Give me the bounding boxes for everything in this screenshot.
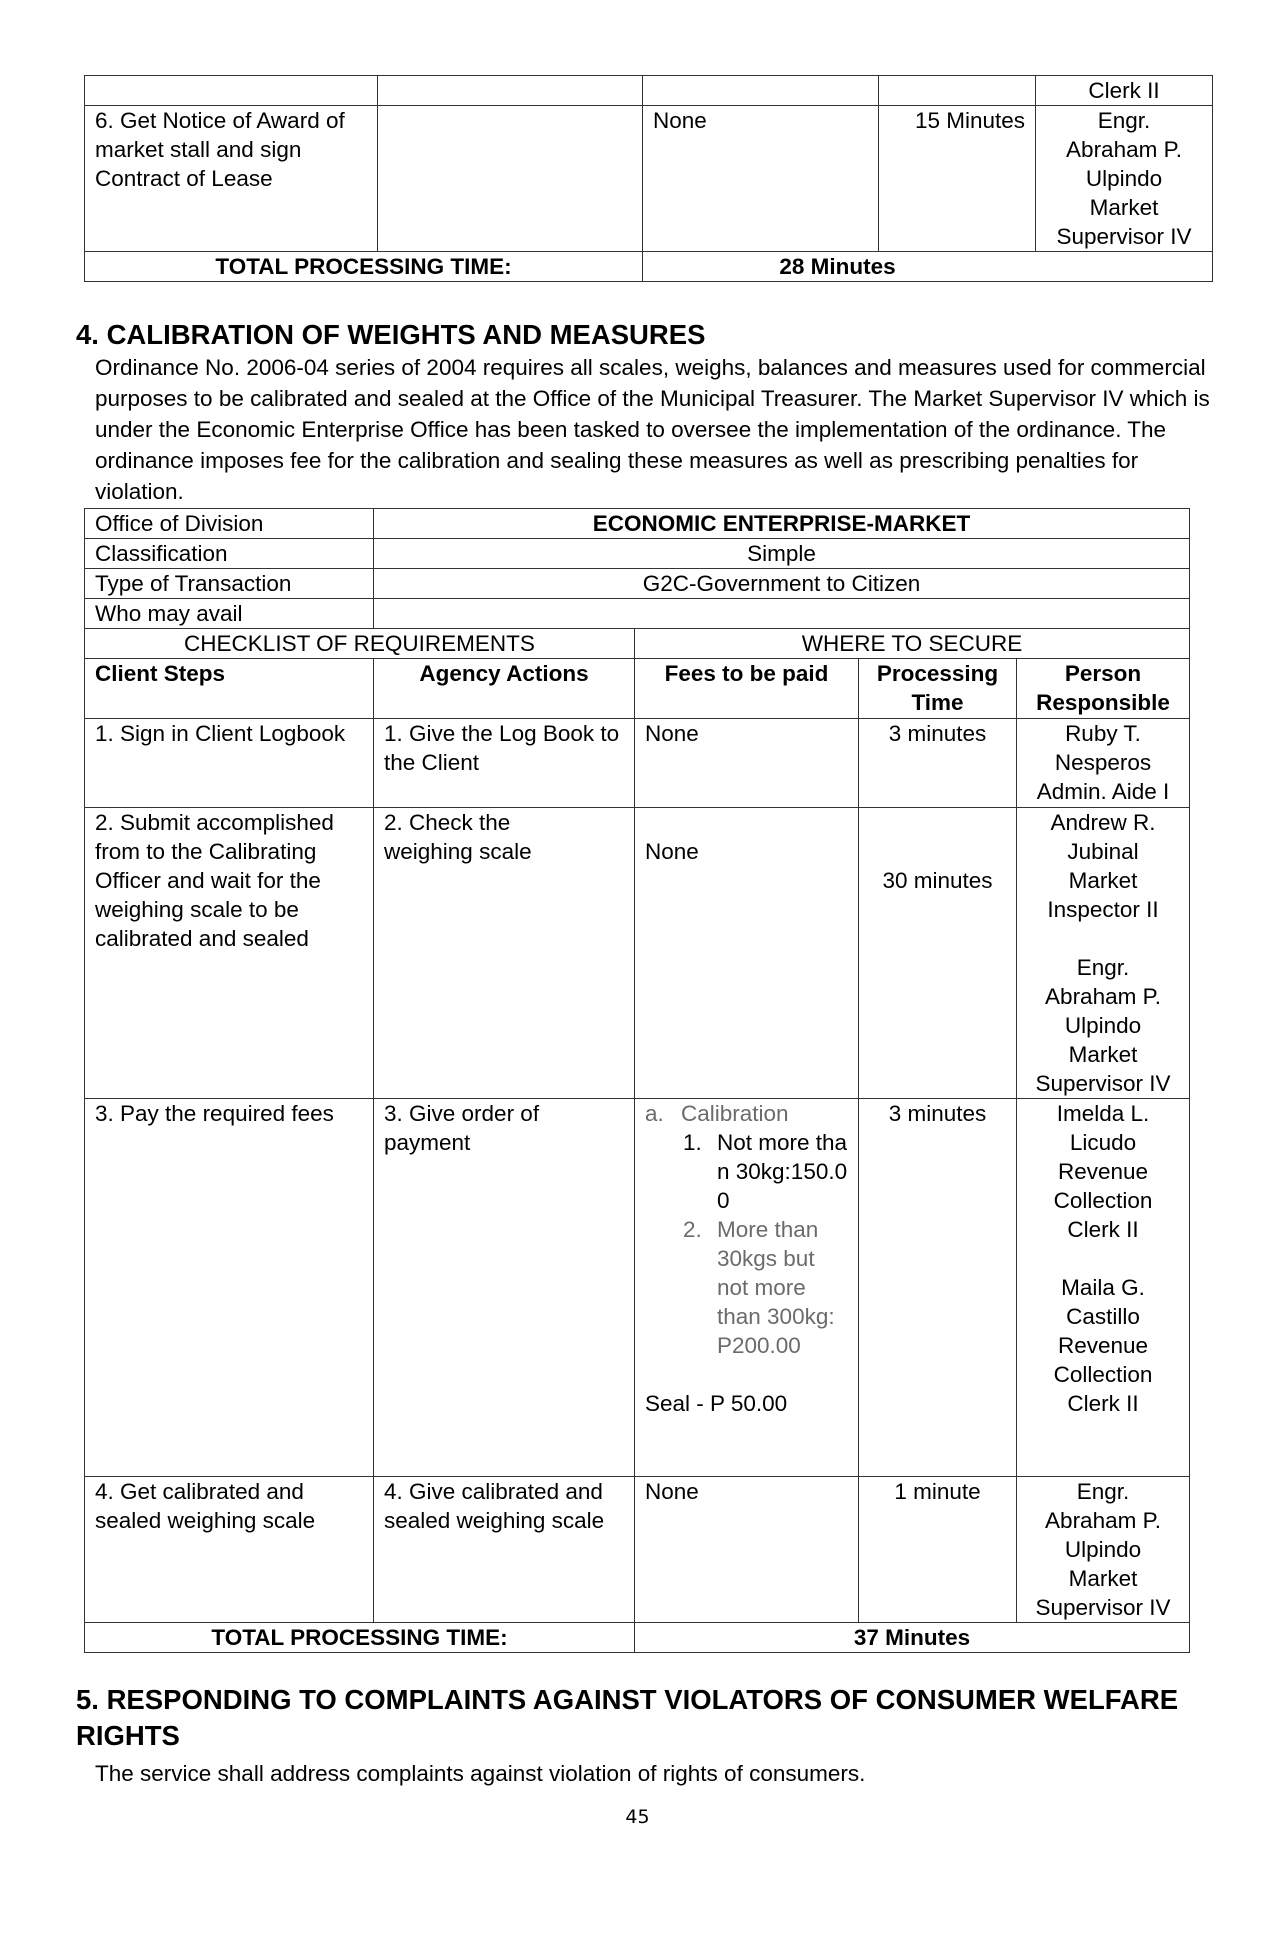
person-cell [1017,719,1190,808]
person-line: Clerk II [1067,1391,1139,1416]
fees-cell [635,1099,859,1477]
total-label: TOTAL PROCESSING TIME: [85,1623,635,1653]
fee-subitem [645,1128,848,1215]
agency-action-cell [378,76,643,106]
person-cell [1036,106,1213,252]
person-line: Ulpindo [1085,166,1163,191]
person-line: Engr. [1076,955,1130,980]
fee-text: Not more than 30kg:150.00 [717,1130,848,1213]
info-label: Who may avail [85,599,374,629]
section-5-paragraph: The service shall address complaints against violation of rights of consumers. [95,1761,866,1786]
person-line: Revenue [1057,1159,1149,1184]
list-marker: 1. [683,1130,702,1155]
person-line: Supervisor IV [1056,224,1192,249]
time-cell: 3 minutes [859,1099,1017,1477]
person-line: Revenue [1057,1333,1149,1358]
section-5-heading: 5. RESPONDING TO COMPLAINTS AGAINST VIOLATORS OF CONSUMER WELFARE RIGHTS [76,1684,1179,1751]
person-line: Andrew R. [1050,810,1156,835]
calibration-service-table [84,508,1190,1653]
person-line: Engr. [1076,1479,1130,1504]
checklist-label: CHECKLIST OF REQUIREMENTS [85,629,635,659]
info-value [374,599,1190,629]
info-label: Type of Transaction [85,569,374,599]
seal-fee: Seal - P 50.00 [645,1391,788,1416]
requirements-row [85,629,1190,659]
total-row [85,1623,1190,1653]
total-label: TOTAL PROCESSING TIME: [85,252,643,282]
info-label: Office of Division [85,509,374,539]
header-fees: Fees to be paid [635,659,859,719]
list-marker: a. [645,1101,664,1126]
person-line: Market [1068,1566,1138,1591]
table-row [85,1477,1190,1623]
agency-action-text: 2. Check the weighing scale [384,810,532,864]
person-line: Collection [1053,1188,1153,1213]
person-line: Abraham P. [1045,1508,1161,1533]
page-number: 45 [625,1806,650,1828]
client-step-cell: 1. Sign in Client Logbook [85,719,374,808]
person-line: Ulpindo [1064,1537,1142,1562]
time-cell: 30 minutes [859,808,1017,1099]
fees-cell: None [643,106,879,252]
fees-cell: None [635,808,859,1099]
fees-cell: None [635,1477,859,1623]
table-row [85,808,1190,1099]
fee-item-calibration [645,1099,848,1128]
agency-action-cell [374,808,635,1099]
person-line: Supervisor IV [1035,1071,1171,1096]
person-line: Castillo [1066,1304,1140,1329]
person-line: Collection [1053,1362,1153,1387]
header-person-responsible: Person Responsible [1017,659,1190,719]
info-value: G2C-Government to Citizen [374,569,1190,599]
total-value: 37 Minutes [635,1623,1190,1653]
total-value: 28 Minutes [643,252,1213,282]
fees-cell [643,76,879,106]
header-client-steps: Client Steps [85,659,374,719]
time-cell: 15 Minutes [879,106,1036,252]
person-line: Ulpindo [1064,1013,1142,1038]
client-step-cell: 2. Submit accomplished from to the Calibrating Officer and wait for the weighing scale to be calibrated and sealed [85,808,374,1099]
info-value: ECONOMIC ENTERPRISE-MARKET [374,509,1190,539]
person-line: Maila G. [1061,1275,1145,1300]
fee-text: More than 30kgs but not more than 300kg: P200.00 [717,1217,835,1358]
section-4-paragraph: Ordinance No. 2006-04 series of 2004 requires all scales, weighs, balances and measures used for commercial purposes to be calibrated and sealed at the Office of the Municipal Treasurer. The Market Supervisor IV which is under the Economic Enterprise Office has been tasked to oversee the implementation of the ordinance. The ordinance imposes fee for the calibration and sealing these measures as well as prescribing penalties for violation. [95,355,1210,504]
info-value: Simple [374,539,1190,569]
info-row [85,599,1190,629]
person-line: Abraham P. [1045,984,1161,1009]
person-line: Nesperos [1054,750,1152,775]
agency-action-cell: 3. Give order of payment [374,1099,635,1477]
section-4-heading: 4. CALIBRATION OF WEIGHTS AND MEASURES [76,319,706,350]
table-row [85,106,1213,252]
where-to-secure-label: WHERE TO SECURE [635,629,1190,659]
person-line: Abraham P. [1066,137,1182,162]
time-cell: 1 minute [859,1477,1017,1623]
agency-action-cell: 4. Give calibrated and sealed weighing scale [374,1477,635,1623]
time-cell: 3 minutes [859,719,1017,808]
agency-action-cell [378,106,643,252]
info-label: Classification [85,539,374,569]
client-step-cell: 6. Get Notice of Award of market stall and sign Contract of Lease [85,106,378,252]
list-marker: 2. [683,1217,702,1242]
total-row [85,252,1213,282]
fee-subitem [645,1215,848,1360]
fees-cell: None [635,719,859,808]
person-cell [1017,1477,1190,1623]
header-agency-actions: Agency Actions [374,659,635,719]
client-step-cell: 3. Pay the required fees [85,1099,374,1477]
info-row [85,509,1190,539]
previous-service-table [84,75,1213,282]
info-row [85,539,1190,569]
table-row [85,719,1190,808]
person-line: Inspector II [1047,897,1159,922]
client-step-cell [85,76,378,106]
person-line: Market [1068,868,1138,893]
person-line: Admin. Aide I [1036,779,1170,804]
time-cell [879,76,1036,106]
person-line: Clerk II [1067,1217,1139,1242]
info-row [85,569,1190,599]
person-line [1027,1244,1179,1273]
client-step-cell: 4. Get calibrated and sealed weighing scale [85,1477,374,1623]
header-processing-time: Processing Time [859,659,1017,719]
person-line: Market [1089,195,1159,220]
person-line: Engr. [1097,108,1151,133]
header-row [85,659,1190,719]
person-line: Imelda L. [1056,1101,1150,1126]
person-line: Supervisor IV [1035,1595,1171,1620]
person-cell [1017,808,1190,1099]
person-line: Market [1068,1042,1138,1067]
person-cell [1017,1099,1190,1477]
table-row [85,1099,1190,1477]
person-line [1027,924,1179,953]
person-line: Jubinal [1067,839,1139,864]
table-row [85,76,1213,106]
person-line: Clerk II [1088,78,1160,103]
agency-action-cell: 1. Give the Log Book to the Client [374,719,635,808]
fee-label: Calibration [681,1101,789,1126]
person-line: Licudo [1069,1130,1137,1155]
person-cell [1036,76,1213,106]
person-line: Ruby T. [1065,721,1141,746]
